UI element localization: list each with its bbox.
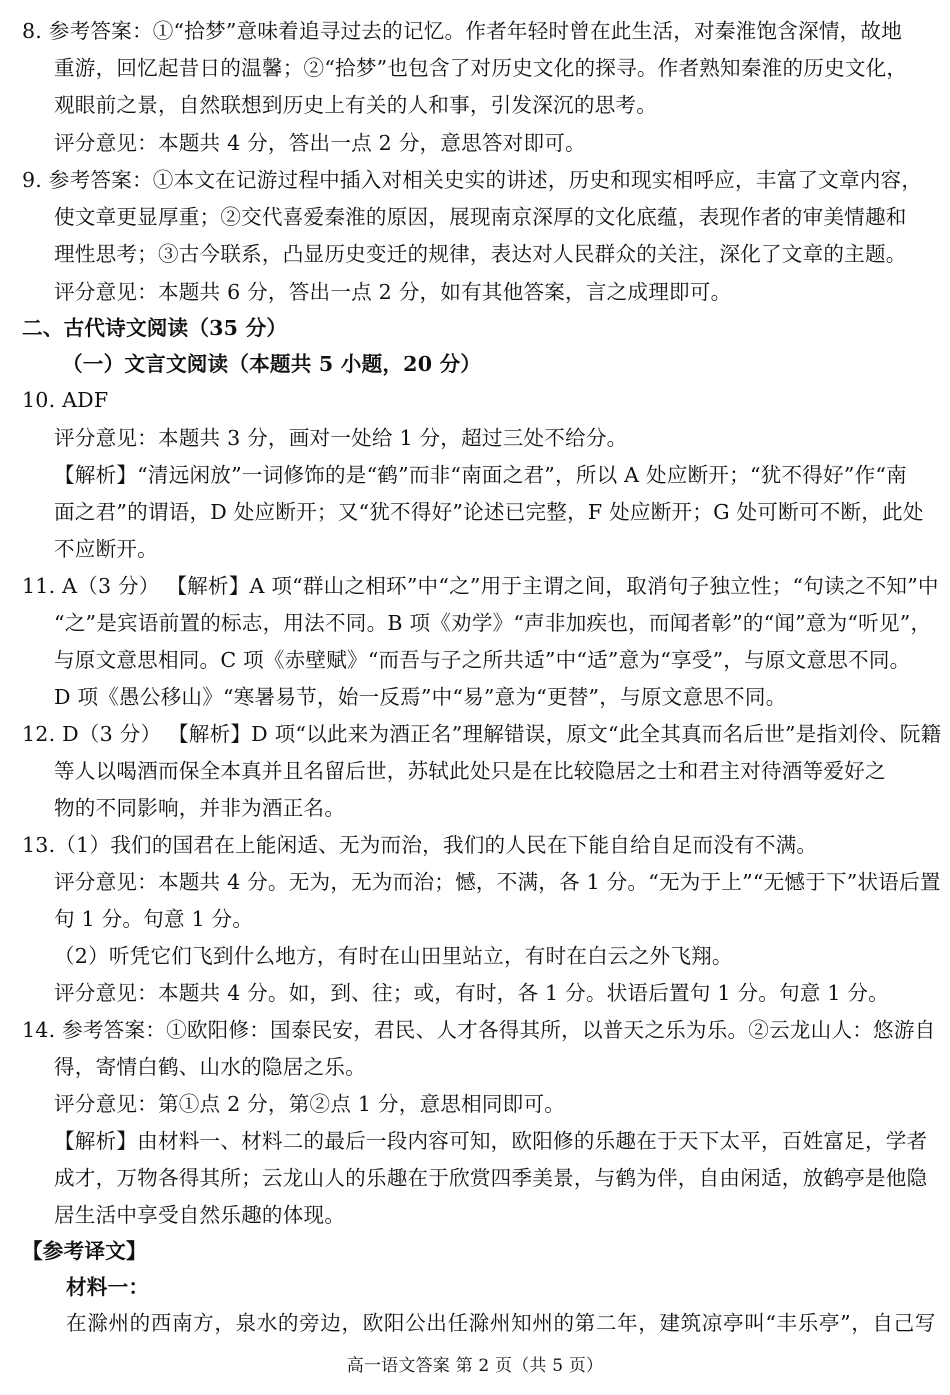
q10-answer: 10. ADF <box>22 388 109 412</box>
q12-line-3: 物的不同影响，并非为酒正名。 <box>54 796 346 820</box>
section-heading: 二、古代诗文阅读（35 分） <box>22 316 288 340</box>
q13-part2-scoring: 评分意见：本题共 4 分。如，到、往；或，有时，各 1 分。状语后置句 1 分。句意 1 分。 <box>54 981 889 1005</box>
q14-analysis-line-2: 成才，万物各得其所；云龙山人的乐趣在于欣赏四季美景，与鹤为伴，自由闲适，放鹤亭是他隐 <box>54 1166 928 1190</box>
q9-scoring-note: 评分意见：本题共 6 分，答出一点 2 分，如有其他答案，言之成理即可。 <box>54 280 732 304</box>
q11-line-1: 11. A（3 分） 【解析】A 项“群山之相环”中“之”用于主谓之间，取消句子独立性；“句读之不知”中 <box>22 574 939 598</box>
page-footer: 高一语文答案 第 2 页（共 5 页） <box>346 1356 604 1376</box>
q11-line-2: “之”是宾语前置的标志，用法不同。B 项《劝学》“声非加疾也，而闻者彰”的“闻”意为“听见”， <box>54 611 932 635</box>
q8-answer-line-2: 重游，回忆起昔日的温馨；②“拾梦”也包含了对历史文化的探寻。作者熟知秦淮的历史文化， <box>54 56 908 80</box>
q10-analysis-line-1: 【解析】“清远闲放”一词修饰的是“鹤”而非“南面之君”，所以 A 处应断开；“犹不得好”作“南 <box>54 463 907 487</box>
q13-part1-translation: 13.（1）我们的国君在上能闲适、无为而治，我们的人民在下能自给自足而没有不满。 <box>22 833 818 857</box>
q8-answer-line-1: 8. 参考答案：①“拾梦”意味着追寻过去的记忆。作者年轻时曾在此生活，对秦淮饱含深情，故地 <box>22 19 902 43</box>
q13-part2-translation: （2）听凭它们飞到什么地方，有时在山田里站立，有时在白云之外飞翔。 <box>54 944 733 968</box>
q14-analysis-line-3: 居生活中享受自然乐趣的体现。 <box>54 1203 346 1227</box>
q9-answer-line-1: 9. 参考答案：①本文在记游过程中插入对相关史实的讲述，历史和现实相呼应，丰富了文章内容， <box>22 168 923 192</box>
q13-part1-scoring-1: 评分意见：本题共 4 分。无为，无为而治；憾，不满，各 1 分。“无为于上”“无憾于下”状语后置 <box>54 870 941 894</box>
q11-line-4: D 项《愚公移山》“寒暑易节，始一反焉”中“易”意为“更替”，与原文意思不同。 <box>54 685 787 709</box>
q8-scoring-note: 评分意见：本题共 4 分，答出一点 2 分，意思答对即可。 <box>54 131 586 155</box>
translation-heading: 【参考译文】 <box>22 1239 147 1263</box>
q14-answer-line-1: 14. 参考答案：①欧阳修：国泰民安，君民、人才各得其所，以普天之乐为乐。②云龙山人：悠游自 <box>22 1018 936 1042</box>
q12-line-1: 12. D（3 分） 【解析】D 项“以此来为酒正名”理解错误，原文“此全其真而名后世”是指刘伶、阮籍 <box>22 722 942 746</box>
material-one-label: 材料一： <box>66 1275 150 1299</box>
q14-analysis-line-1: 【解析】由材料一、材料二的最后一段内容可知，欧阳修的乐趣在于天下太平，百姓富足，学者 <box>54 1129 928 1153</box>
q14-scoring-note: 评分意见：第①点 2 分，第②点 1 分，意思相同即可。 <box>54 1092 566 1116</box>
q9-answer-line-3: 理性思考；③古今联系，凸显历史变迁的规律，表达对人民群众的关注，深化了文章的主题。 <box>54 242 907 266</box>
q10-analysis-line-3: 不应断开。 <box>54 537 158 561</box>
q9-answer-line-2: 使文章更显厚重；②交代喜爱秦淮的原因，展现南京深厚的文化底蕴，表现作者的审美情趣和 <box>54 205 907 229</box>
q13-part1-scoring-2: 句 1 分。句意 1 分。 <box>54 907 254 931</box>
subsection-heading: （一）文言文阅读（本题共 5 小题，20 分） <box>62 352 482 376</box>
q8-answer-line-3: 观眼前之景，自然联想到历史上有关的人和事，引发深沉的思考。 <box>54 93 658 117</box>
q14-answer-line-2: 得，寄情白鹤、山水的隐居之乐。 <box>54 1055 366 1079</box>
q11-line-3: 与原文意思相同。C 项《赤壁赋》“而吾与子之所共适”中“适”意为“享受”，与原文意思不同。 <box>54 648 911 672</box>
q12-line-2: 等人以喝酒而保全本真并且名留后世，苏轼此处只是在比较隐居之士和君主对待酒等爱好之 <box>54 759 886 783</box>
material-one-text: 在滁州的西南方，泉水的旁边，欧阳公出任滁州知州的第二年，建筑凉亭叫“丰乐亭”，自己写 <box>66 1311 937 1335</box>
q10-analysis-line-2: 面之君”的谓语，D 处应断开；又“犹不得好”论述已完整，F 处应断开；G 处可断可不断，此处 <box>54 500 924 524</box>
q10-scoring-note: 评分意见：本题共 3 分，画对一处给 1 分，超过三处不给分。 <box>54 426 628 450</box>
